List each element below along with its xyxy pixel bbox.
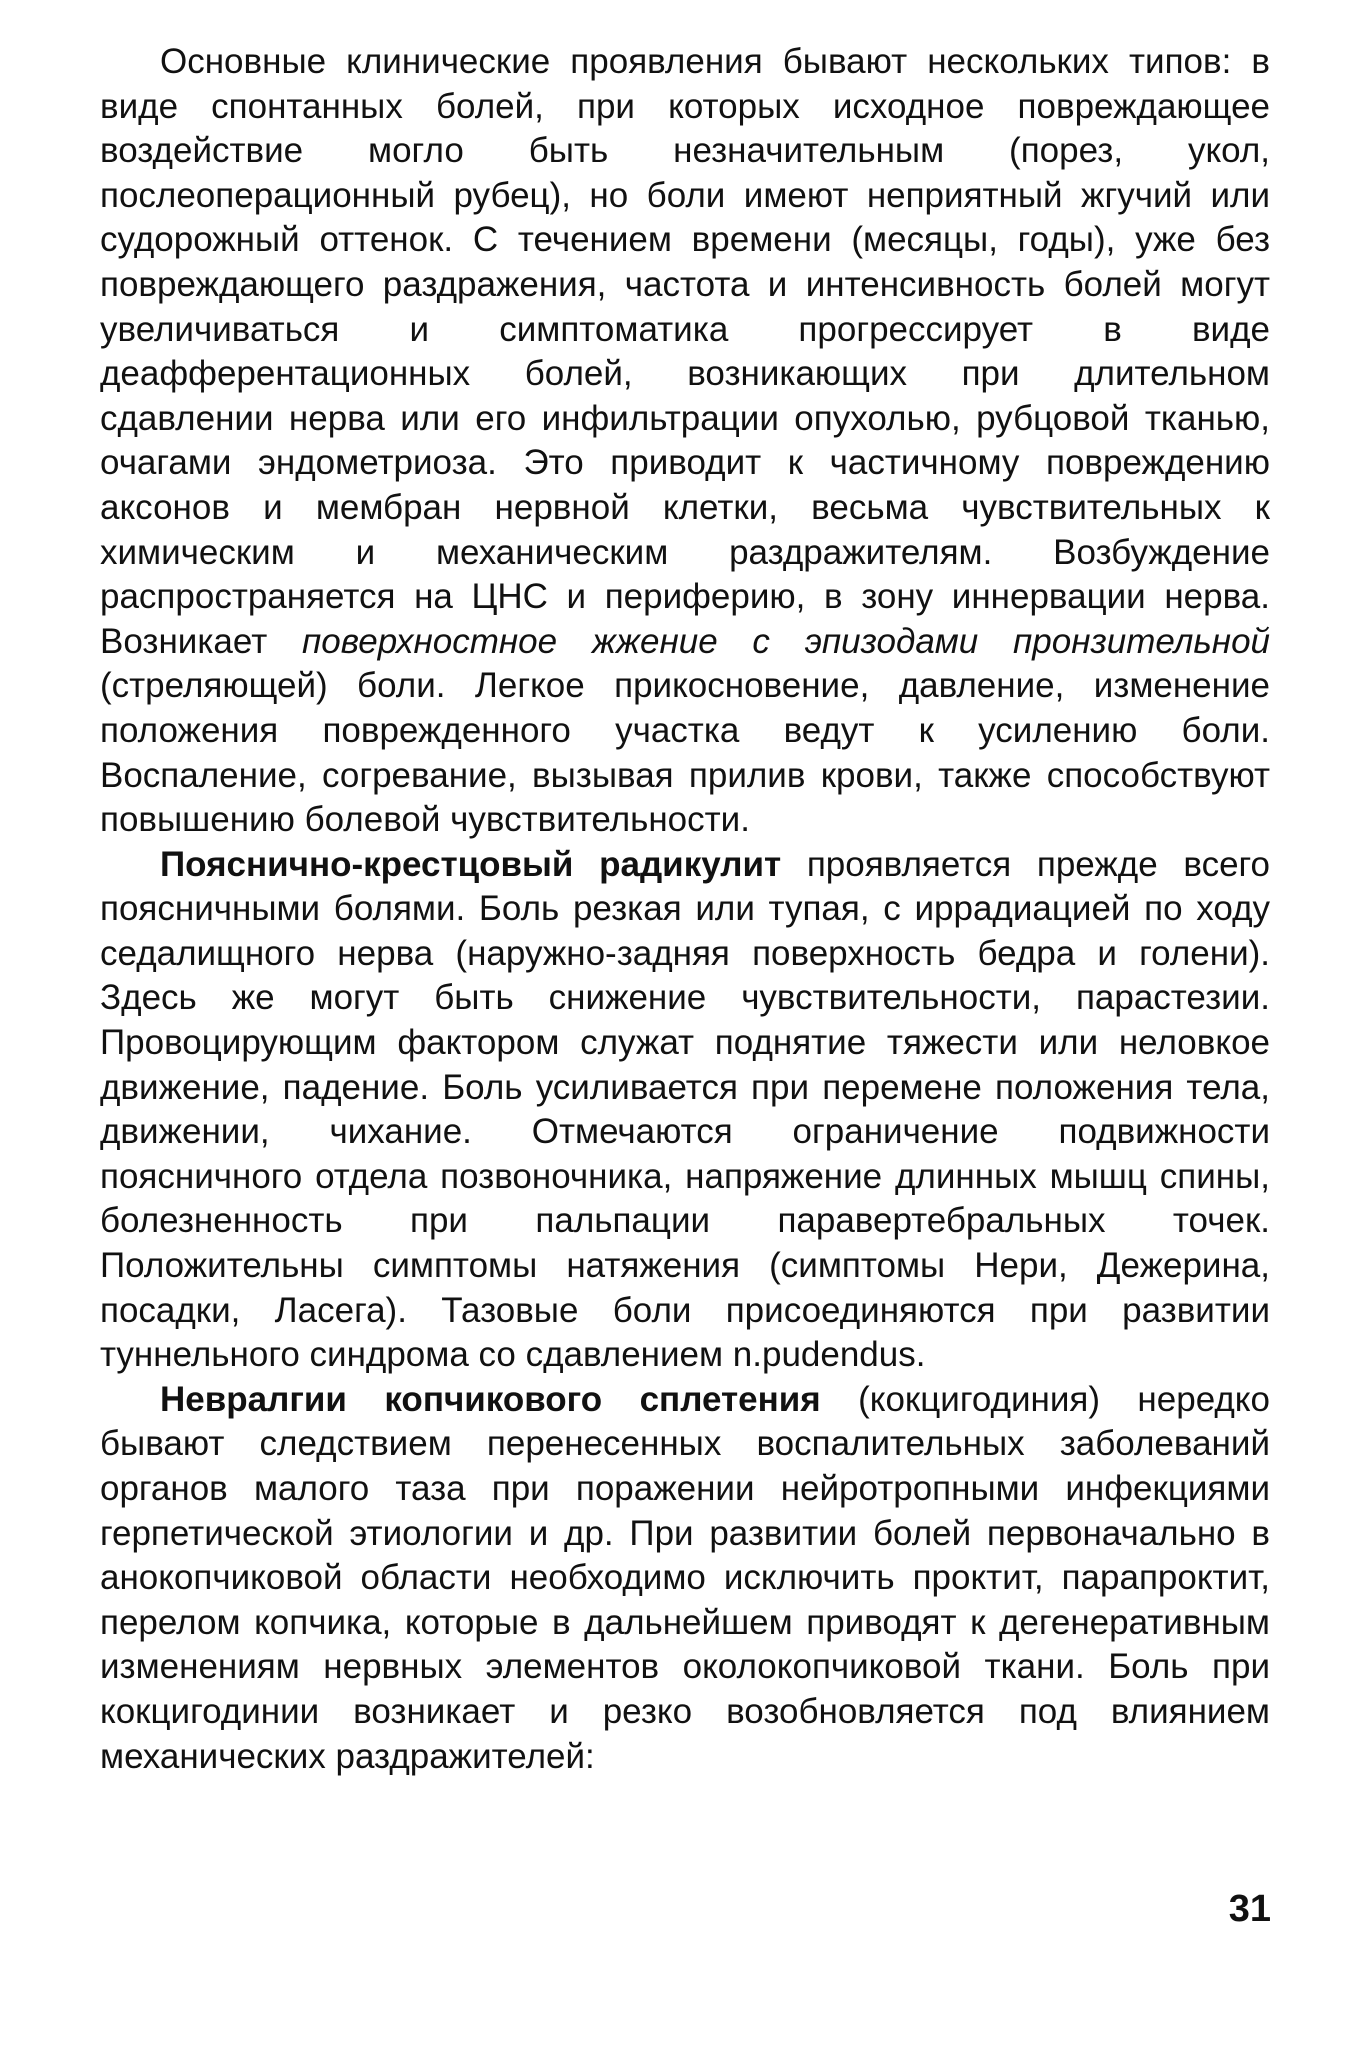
paragraph-coccygeal-neuralgia <box>100 1378 1270 1779</box>
paragraph-text: Основные клинические проявления бывают нескольких типов: в виде спонтанных болей, при которых исходное повреждающее воздействие могло быть незначительным (порез, укол, послеоперационный рубец), но боли имеют неприятный жгучий или судорожный оттенок. С течением времени (месяцы, годы), уже без повреждающего раздражения, частота и интенсивность болей могут увеличиваться и симптоматика прогрессирует в виде деафферентационных болей, возникающих при длительном сдавлении нерва или его инфильтрации опухолью, рубцовой тканью, очагами эндометриоза. Это приводит к частичному повреждению аксонов и мембран нервной клетки, весьма чувствительных к химическим и механическим раздражителям. Возбуждение распространяется на ЦНС и периферию, в зону иннервации нерва. Возникает <box>100 42 1270 661</box>
bold-term: Невралгии копчикового сплетения <box>160 1379 821 1419</box>
paragraph-lumbosacral-radiculitis <box>100 843 1270 1378</box>
page-text <box>100 40 1270 1779</box>
paragraph-text: проявляется прежде всего поясничными болями. Боль резкая или тупая, с иррадиацией по ходу седалищного нерва (наружно-задняя поверхность бедра и голени). Здесь же могут быть снижение чувствительности, парастезии. Провоцирующим фактором служат поднятие тяжести или неловкое движение, падение. Боль усиливается при перемене положения тела, движении, чихание. Отмечаются ограничение подвижности поясничного отдела позвоночника, напряжение длинных мышц спины, болезненность при пальпации паравертебральных точек. Положительны симптомы натяжения (симптомы Нери, Дежерина, посадки, Ласега). Тазовые боли присоединяются при развитии туннельного синдрома со сдавлением n.pudendus. <box>100 844 1270 1375</box>
paragraph-clinical-manifestations <box>100 40 1270 843</box>
italic-phrase: поверхностное жжение с эпизодами пронзительной <box>302 621 1270 661</box>
paragraph-text: (стреляющей) боли. Легкое прикосновение, давление, изменение положения поврежденного участка ведут к усилению боли. Воспаление, согревание, вызывая прилив крови, также способствуют повышению болевой чувствительности. <box>100 666 1270 840</box>
page-number: 31 <box>1228 1888 1271 1930</box>
bold-term: Пояснично-крестцовый радикулит <box>160 844 782 884</box>
paragraph-text: (кокцигодиния) нередко бывают следствием перенесенных воспалительных заболеваний органов малого таза при поражении нейротропными инфекциями герпетической этиологии и др. При развитии болей первоначально в анокопчиковой области необходимо исключить проктит, парапроктит, перелом копчика, которые в дальнейшем приводят к дегенеративным изменениям нервных элементов околокопчиковой ткани. Боль при кокцигодинии возникает и резко возобновляется под влиянием механических раздражителей: <box>100 1379 1270 1776</box>
